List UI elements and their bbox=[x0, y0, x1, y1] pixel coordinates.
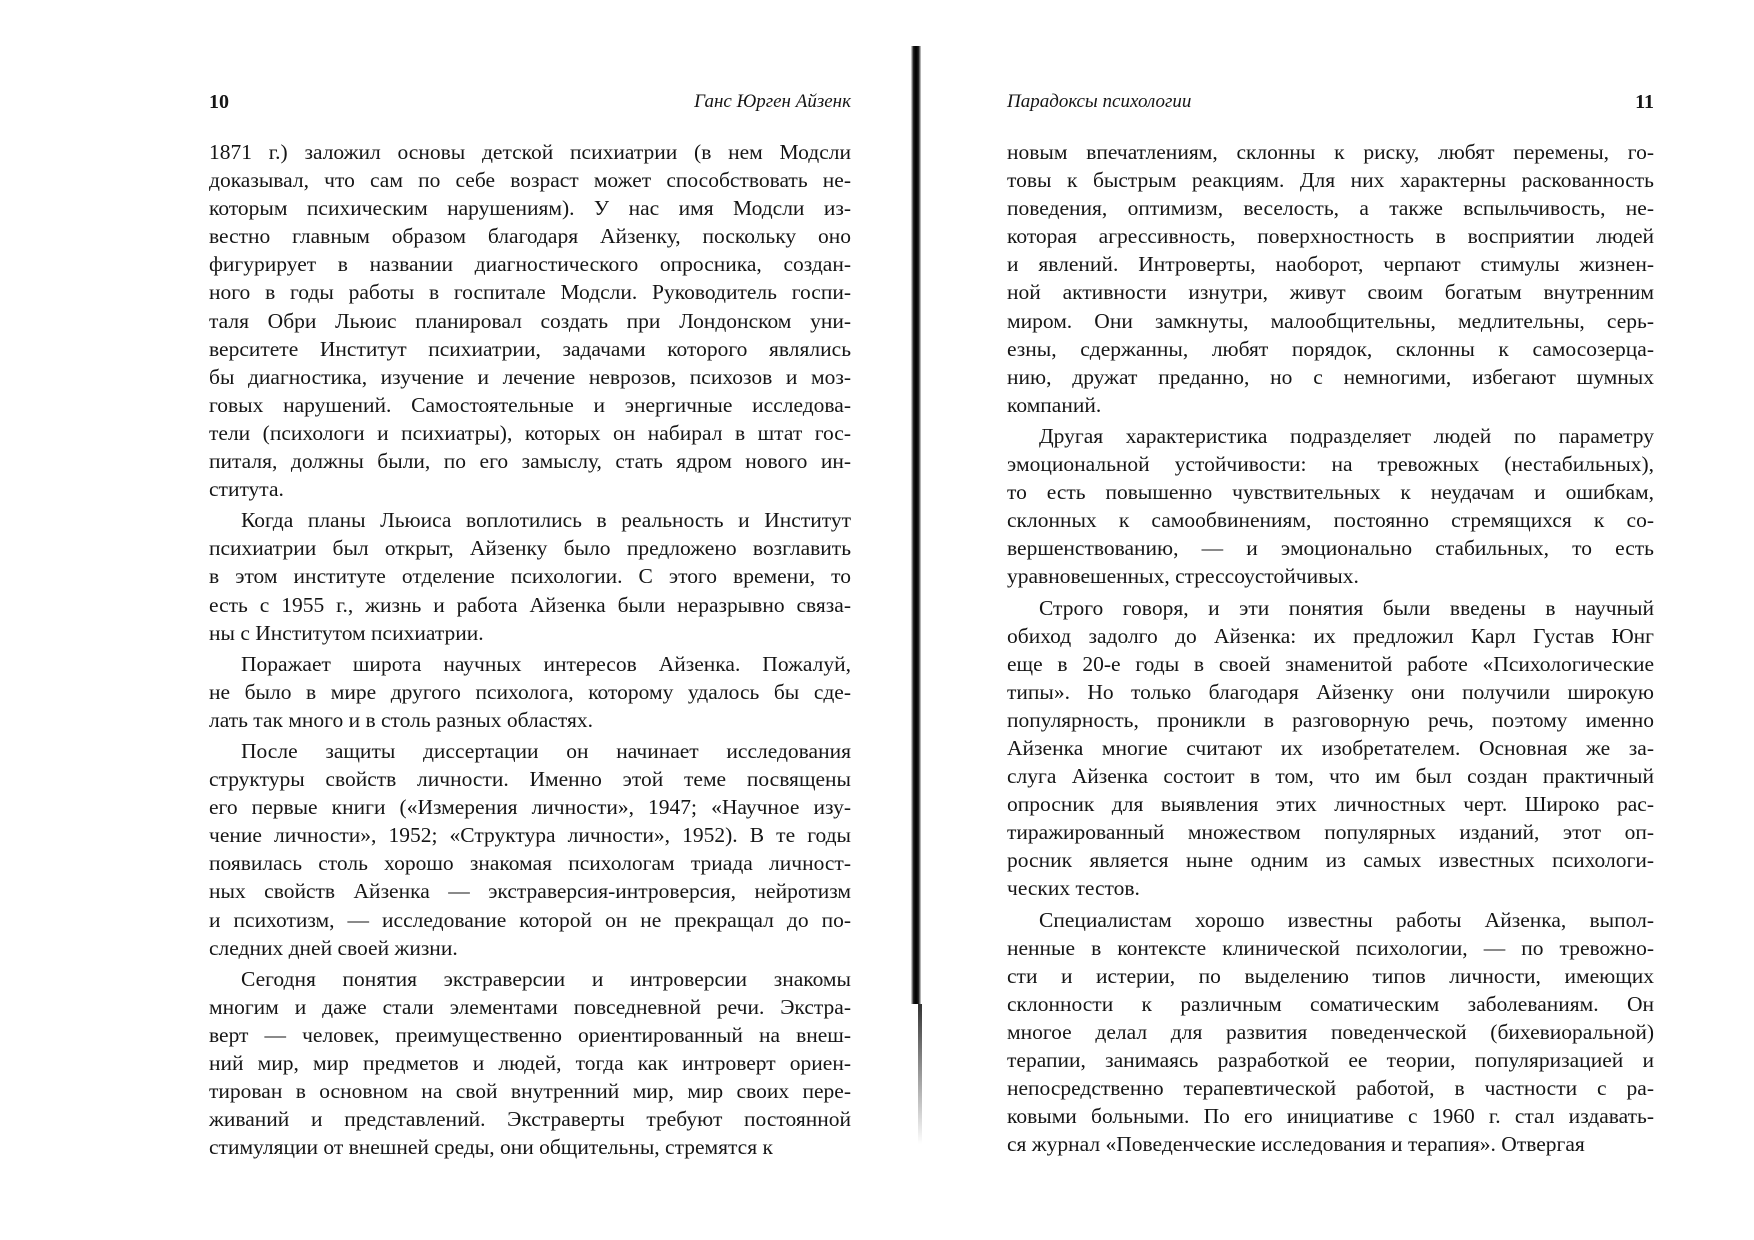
text-line: и психотизм, — исследование которой он не прекращал до по- bbox=[209, 907, 851, 932]
left-page-body bbox=[209, 138, 851, 1161]
text-line: склонности к различным соматическим заболеваниям. Он bbox=[1007, 991, 1654, 1016]
text-line: следних дней своей жизни. bbox=[209, 935, 458, 960]
text-line: Специалистам хорошо известны работы Айзенка, выпол- bbox=[1039, 907, 1654, 932]
text-line: компаний. bbox=[1007, 392, 1102, 417]
text-line: таля Обри Льюис планировал создать при Лондонском уни- bbox=[209, 308, 851, 333]
text-line: говых нарушений. Самостоятельные и энергичные исследова- bbox=[209, 392, 851, 417]
text-line: нию, дружат преданно, но с немногими, избегают шумных bbox=[1007, 364, 1654, 389]
text-line: появилась столь хорошо знакомая психологам триада личност- bbox=[209, 851, 851, 876]
book-gutter bbox=[911, 46, 921, 1004]
text-line: ститута. bbox=[209, 477, 284, 502]
text-line: чение личности», 1952; «Структура личности», 1952). В те годы bbox=[209, 823, 851, 848]
paragraph bbox=[209, 650, 851, 734]
text-line: слуга Айзенка состоит в том, что им был создан практичный bbox=[1007, 764, 1654, 789]
text-line: После защиты диссертации он начинает исследования bbox=[241, 738, 851, 763]
text-line: Айзенка многие считают их изобретателем. Основная же за- bbox=[1007, 735, 1654, 760]
text-line: ной активности изнутри, живут своим богатым внутренним bbox=[1007, 280, 1654, 305]
text-line: и явлений. Интроверты, наоборот, черпают стимулы жизнен- bbox=[1007, 252, 1654, 277]
text-line: верт — человек, преимущественно ориентированный на внеш- bbox=[209, 1022, 851, 1047]
text-line: ся журнал «Поведенческие исследования и терапия». Отвергая bbox=[1007, 1132, 1585, 1157]
text-line: опросник для выявления этих личностных черт. Широко рас- bbox=[1007, 792, 1654, 817]
text-line: эмоциональной устойчивости: на тревожных (нестабильных), bbox=[1007, 452, 1654, 477]
text-line: доказывал, что сам по себе возраст может способствовать не- bbox=[209, 168, 851, 193]
page-number: 10 bbox=[209, 91, 229, 113]
text-line: обиход задолго до Айзенка: их предложил Карл Густав Юнг bbox=[1007, 623, 1654, 648]
running-head: Ганс Юрген Айзенк bbox=[694, 91, 851, 112]
paragraph bbox=[209, 965, 851, 1162]
text-line: популярность, проникли в разговорную речь, поэтому именно bbox=[1007, 707, 1654, 732]
text-line: структуры свойств личности. Именно этой теме посвящены bbox=[209, 767, 851, 792]
paragraph bbox=[1007, 422, 1654, 591]
text-line: терапии, занимаясь разработкой ее теории, популяризацией и bbox=[1007, 1048, 1654, 1072]
text-line: ны с Институтом психиатрии. bbox=[209, 620, 484, 645]
paragraph bbox=[209, 138, 851, 503]
text-line: типы». Но только благодаря Айзенку они получили широкую bbox=[1007, 679, 1654, 704]
text-line: Когда планы Льюиса воплотились в реальность и Институт bbox=[241, 508, 851, 533]
text-line: не было в мире другого психолога, которому удалось бы сде- bbox=[209, 679, 851, 704]
text-line: тели (психологи и психиатры), которых он набирал в штат гос- bbox=[209, 420, 851, 445]
text-line: росник является ныне одним из самых известных психологи- bbox=[1007, 848, 1654, 873]
text-line: ний мир, мир предметов и людей, тогда как интроверт ориен- bbox=[209, 1051, 851, 1075]
paragraph bbox=[1007, 906, 1654, 1159]
text-line: тиражированный множеством популярных изданий, этот оп- bbox=[1007, 820, 1654, 845]
text-line: тирован в основном на свой внутренний мир, мир своих пере- bbox=[209, 1079, 851, 1104]
text-line: ческих тестов. bbox=[1007, 876, 1140, 901]
right-page-header bbox=[1007, 88, 1654, 116]
text-line: живаний и представлений. Экстраверты требуют постоянной bbox=[209, 1107, 851, 1132]
text-line: которая агрессивность, поверхностность в восприятии людей bbox=[1007, 224, 1654, 249]
text-line: товы к быстрым реакциям. Для них характерны раскованность bbox=[1007, 168, 1654, 193]
text-line: верситете Институт психиатрии, задачами которого являлись bbox=[209, 336, 851, 361]
text-line: 1871 г.) заложил основы детской психиатрии (в нем Модсли bbox=[209, 140, 851, 164]
text-line: Поражает широта научных интересов Айзенка. Пожалуй, bbox=[241, 651, 851, 676]
text-line: непосредственно терапевтической работой, в частности с ра- bbox=[1007, 1076, 1654, 1101]
right-page-body bbox=[1007, 138, 1654, 1158]
text-line: его первые книги («Измерения личности», 1947; «Научное изу- bbox=[209, 795, 851, 820]
text-line: многое делал для развития поведенческой (бихевиоральной) bbox=[1007, 1019, 1654, 1044]
text-line: в этом институте отделение психологии. С этого времени, то bbox=[209, 564, 851, 589]
text-line: бы диагностика, изучение и лечение неврозов, психозов и моз- bbox=[209, 364, 851, 389]
text-line: ного в годы работы в госпитале Модсли. Руководитель госпи- bbox=[209, 280, 851, 305]
text-line: вестно главным образом благодаря Айзенку, поскольку оно bbox=[209, 224, 851, 249]
text-line: лать так много и в столь разных областях. bbox=[209, 707, 593, 732]
text-line: сти и истерии, по выделению типов личности, имеющих bbox=[1007, 963, 1654, 988]
left-page-header bbox=[209, 88, 851, 116]
text-line: стимуляции от внешней среды, они общительны, стремятся к bbox=[209, 1135, 773, 1160]
text-line: вершенствованию, — и эмоционально стабильных, то есть bbox=[1007, 536, 1654, 561]
paragraph bbox=[209, 506, 851, 646]
book-gutter-shadow bbox=[918, 1004, 922, 1144]
paragraph bbox=[1007, 138, 1654, 419]
text-line: есть с 1955 г., жизнь и работа Айзенка были неразрывно связа- bbox=[209, 592, 851, 617]
text-line: езны, сдержанны, любят порядок, склонны к самосозерца- bbox=[1007, 336, 1654, 361]
paragraph bbox=[209, 737, 851, 962]
text-line: фигурирует в названии диагностического опросника, создан- bbox=[209, 252, 851, 277]
text-line: уравновешенных, стрессоустойчивых. bbox=[1007, 564, 1359, 589]
text-line: Сегодня понятия экстраверсии и интроверсии знакомы bbox=[241, 966, 851, 991]
text-line: Строго говоря, и эти понятия были введены в научный bbox=[1039, 595, 1654, 620]
text-line: склонных к самообвинениям, постоянно стремящихся к со- bbox=[1007, 508, 1654, 533]
text-line: питаля, должны были, по его замыслу, стать ядром нового ин- bbox=[209, 449, 851, 474]
text-line: то есть повышенно чувствительных к неудачам и ошибкам, bbox=[1007, 480, 1654, 505]
text-line: психиатрии был открыт, Айзенку было предложено возглавить bbox=[209, 536, 851, 561]
text-line: которым психическим нарушениям). У нас имя Модсли из- bbox=[209, 196, 851, 221]
text-line: ковыми больными. По его инициативе с 1960 г. стал издавать- bbox=[1007, 1104, 1654, 1129]
text-line: новым впечатлениям, склонны к риску, любят перемены, го- bbox=[1007, 140, 1654, 164]
text-line: еще в 20-е годы в своей знаменитой работе «Психологические bbox=[1007, 651, 1654, 676]
running-head: Парадоксы психологии bbox=[1007, 91, 1192, 112]
text-line: ных свойств Айзенка — экстраверсия-интроверсия, нейротизм bbox=[209, 879, 851, 904]
text-line: поведения, оптимизм, веселость, а также вспыльчивость, не- bbox=[1007, 196, 1654, 221]
paragraph bbox=[1007, 594, 1654, 903]
text-line: миром. Они замкнуты, малообщительны, медлительны, серь- bbox=[1007, 308, 1654, 333]
text-line: многим и даже стали элементами повседневной речи. Экстра- bbox=[209, 994, 851, 1019]
page-number: 11 bbox=[1635, 91, 1654, 113]
text-line: Другая характеристика подразделяет людей по параметру bbox=[1039, 423, 1654, 448]
text-line: ненные в контексте клинической психологии, — по тревожно- bbox=[1007, 935, 1654, 960]
